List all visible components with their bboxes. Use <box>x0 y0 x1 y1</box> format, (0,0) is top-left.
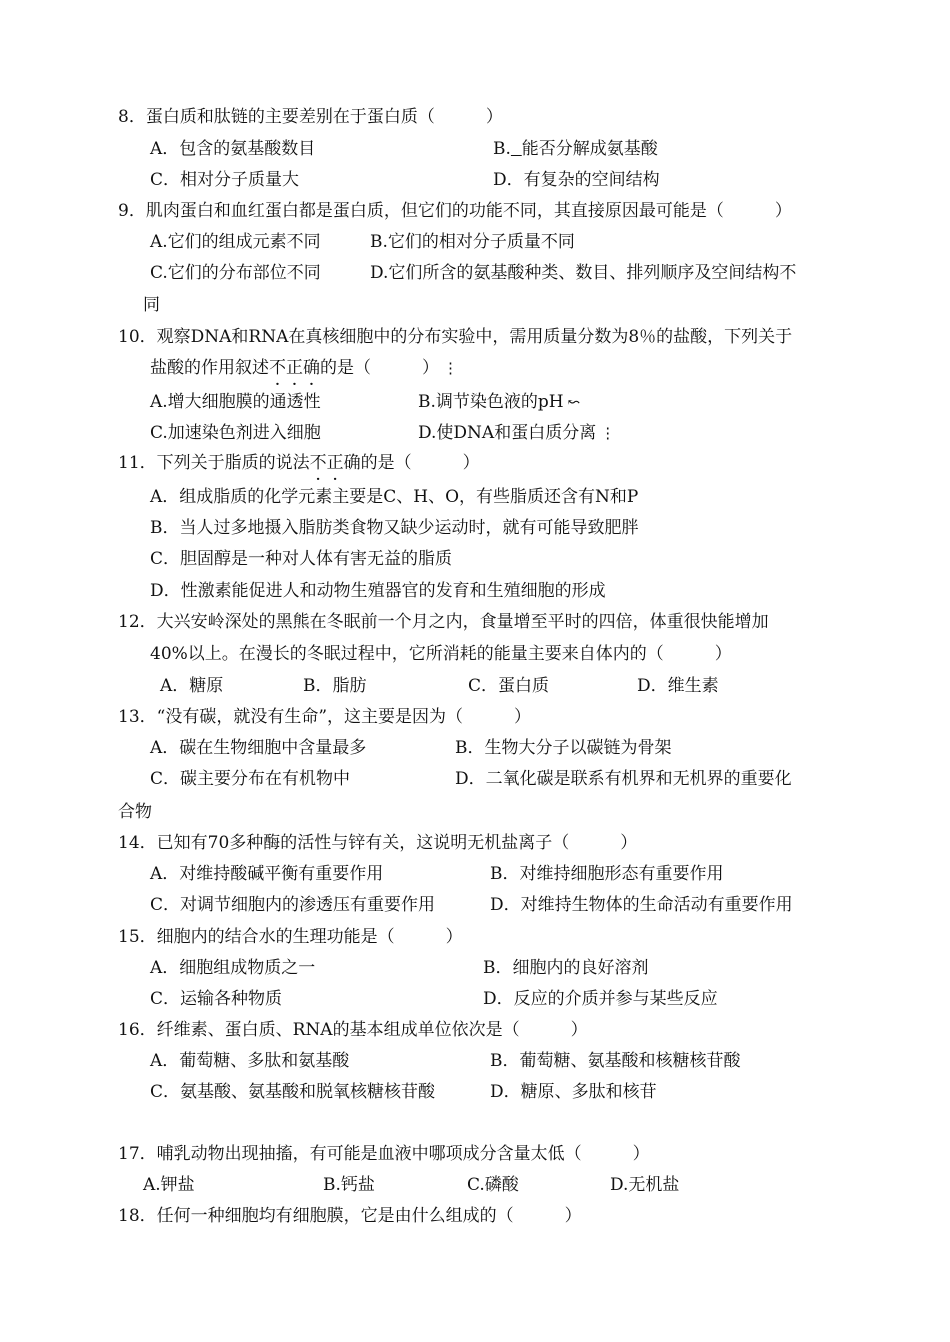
question-14-stem: 14．已知有70多种酶的活性与锌有关，这说明无机盐离子（ ） <box>118 833 638 853</box>
question-14-option-b: B．对维持细胞形态有重要作用 <box>490 864 724 884</box>
question-16-option-b: B．葡萄糖、氨基酸和核糖核苷酸 <box>490 1051 741 1071</box>
question-17-option-a: A.钾盐 <box>143 1175 195 1195</box>
question-10-option-d: D.使DNA和蛋白质分离 ⋮ <box>418 423 616 443</box>
margin-mark: ⋮ <box>600 424 616 442</box>
question-13-stem: 13．“没有碳，就没有生命”，这主要是因为（ ） <box>118 707 532 727</box>
question-13-option-d: D．二氧化碳是联系有机界和无机界的重要化 <box>455 769 792 789</box>
question-9-stem: 9．肌肉蛋白和血红蛋白都是蛋白质，但它们的功能不同，其直接原因最可能是（ ） <box>118 201 792 221</box>
question-16-option-d: D．糖原、多肽和核苷 <box>490 1082 657 1102</box>
question-13-option-c: C．碳主要分布在有机物中 <box>150 769 351 789</box>
question-8-stem: 8．蛋白质和肽链的主要差别在于蛋白质（ ） <box>118 107 503 127</box>
question-10-stem-line1: 10．观察DNA和RNA在真核细胞中的分布实验中，需用质量分数为8％的盐酸，下列关于 <box>118 327 793 347</box>
question-9-option-d: D.它们所含的氨基酸种类、数目、排列顺序及空间结构不 <box>370 263 797 283</box>
question-9-option-a: A.它们的组成元素不同 <box>150 232 321 252</box>
question-9-option-b: B.它们的相对分子质量不同 <box>370 232 575 252</box>
question-13-option-d-continued: 合物 <box>118 802 152 822</box>
question-8-option-a: A．包含的氨基酸数目 <box>150 139 316 159</box>
question-14-option-d: D．对维持生物体的生命活动有重要作用 <box>490 895 793 915</box>
question-13-option-a: A．碳在生物细胞中含量最多 <box>150 738 367 758</box>
question-16-stem: 16．纤维素、蛋白质、RNA的基本组成单位依次是（ ） <box>118 1020 588 1040</box>
question-17-stem: 17．哺乳动物出现抽搐，有可能是血液中哪项成分含量太低（ ） <box>118 1144 650 1164</box>
question-15-stem: 15．细胞内的结合水的生理功能是（ ） <box>118 927 463 947</box>
question-16-option-c: C．氨基酸、氨基酸和脱氧核糖核苷酸 <box>150 1082 436 1102</box>
question-11-option-b: B．当人过多地摄入脂肪类食物又缺少运动时，就有可能导致肥胖 <box>150 518 639 538</box>
question-16-option-a: A．葡萄糖、多肽和氨基酸 <box>150 1051 350 1071</box>
question-11-option-d: D．性激素能促进人和动物生殖器官的发育和生殖细胞的形成 <box>150 581 606 601</box>
question-8-option-b: B. 能否分解成氨基酸 <box>493 139 658 159</box>
question-15-option-b: B．细胞内的良好溶剂 <box>483 958 649 978</box>
question-15-option-c: C．运输各种物质 <box>150 989 283 1009</box>
question-15-option-d: D．反应的介质并参与某些反应 <box>483 989 718 1009</box>
question-17-option-b: B.钙盐 <box>323 1175 375 1195</box>
question-14-option-c: C．对调节细胞内的渗透压有重要作用 <box>150 895 436 915</box>
question-10-option-b: B.调节染色液的pH ↜ <box>418 392 581 412</box>
question-11-option-a: A．组成脂质的化学元素主要是C、H、O，有些脂质还含有N和P <box>150 487 639 507</box>
question-14-option-a: A．对维持酸碱平衡有重要作用 <box>150 864 384 884</box>
question-18-stem: 18．任何一种细胞均有细胞膜，它是由什么组成的（ ） <box>118 1206 582 1226</box>
question-11-option-c: C．胆固醇是一种对人体有害无益的脂质 <box>150 549 453 569</box>
question-9-option-c: C.它们的分布部位不同 <box>150 263 321 283</box>
question-12-option-c: C．蛋白质 <box>468 676 550 696</box>
question-17-option-c: C.磷酸 <box>467 1175 519 1195</box>
question-10-option-c: C.加速染色剂进入细胞 <box>150 423 321 443</box>
question-15-option-a: A．细胞组成物质之一 <box>150 958 316 978</box>
question-12-stem-line2: 40%以上。在漫长的冬眠过程中，它所消耗的能量主要来自体内的（ ） <box>150 644 732 664</box>
question-12-stem-line1: 12．大兴安岭深处的黑熊在冬眠前一个月之内，食量增至平时的四倍，体重很快能增加 <box>118 612 769 632</box>
question-13-option-b: B．生物大分子以碳链为骨架 <box>455 738 672 758</box>
question-9-option-d-continued: 同 <box>143 295 160 315</box>
question-12-option-b: B．脂肪 <box>303 676 367 696</box>
question-12-option-d: D．维生素 <box>637 676 719 696</box>
scribble-mark: ↜ <box>567 393 581 411</box>
question-10-option-a: A.增大细胞膜的通透性 <box>150 392 321 412</box>
question-12-option-a: A．糖原 <box>160 676 224 696</box>
question-11-stem: 11．下列关于脂质的说法不正确的是（ ） <box>118 453 480 473</box>
question-8-option-d: D．有复杂的空间结构 <box>493 170 660 190</box>
question-8-option-c: C．相对分子质量大 <box>150 170 300 190</box>
question-10-stem-line2: 盐酸的作用叙述不正确的是（ ） ⋮ <box>150 358 458 378</box>
question-17-option-d: D.无机盐 <box>610 1175 680 1195</box>
margin-mark: ⋮ <box>443 359 458 377</box>
